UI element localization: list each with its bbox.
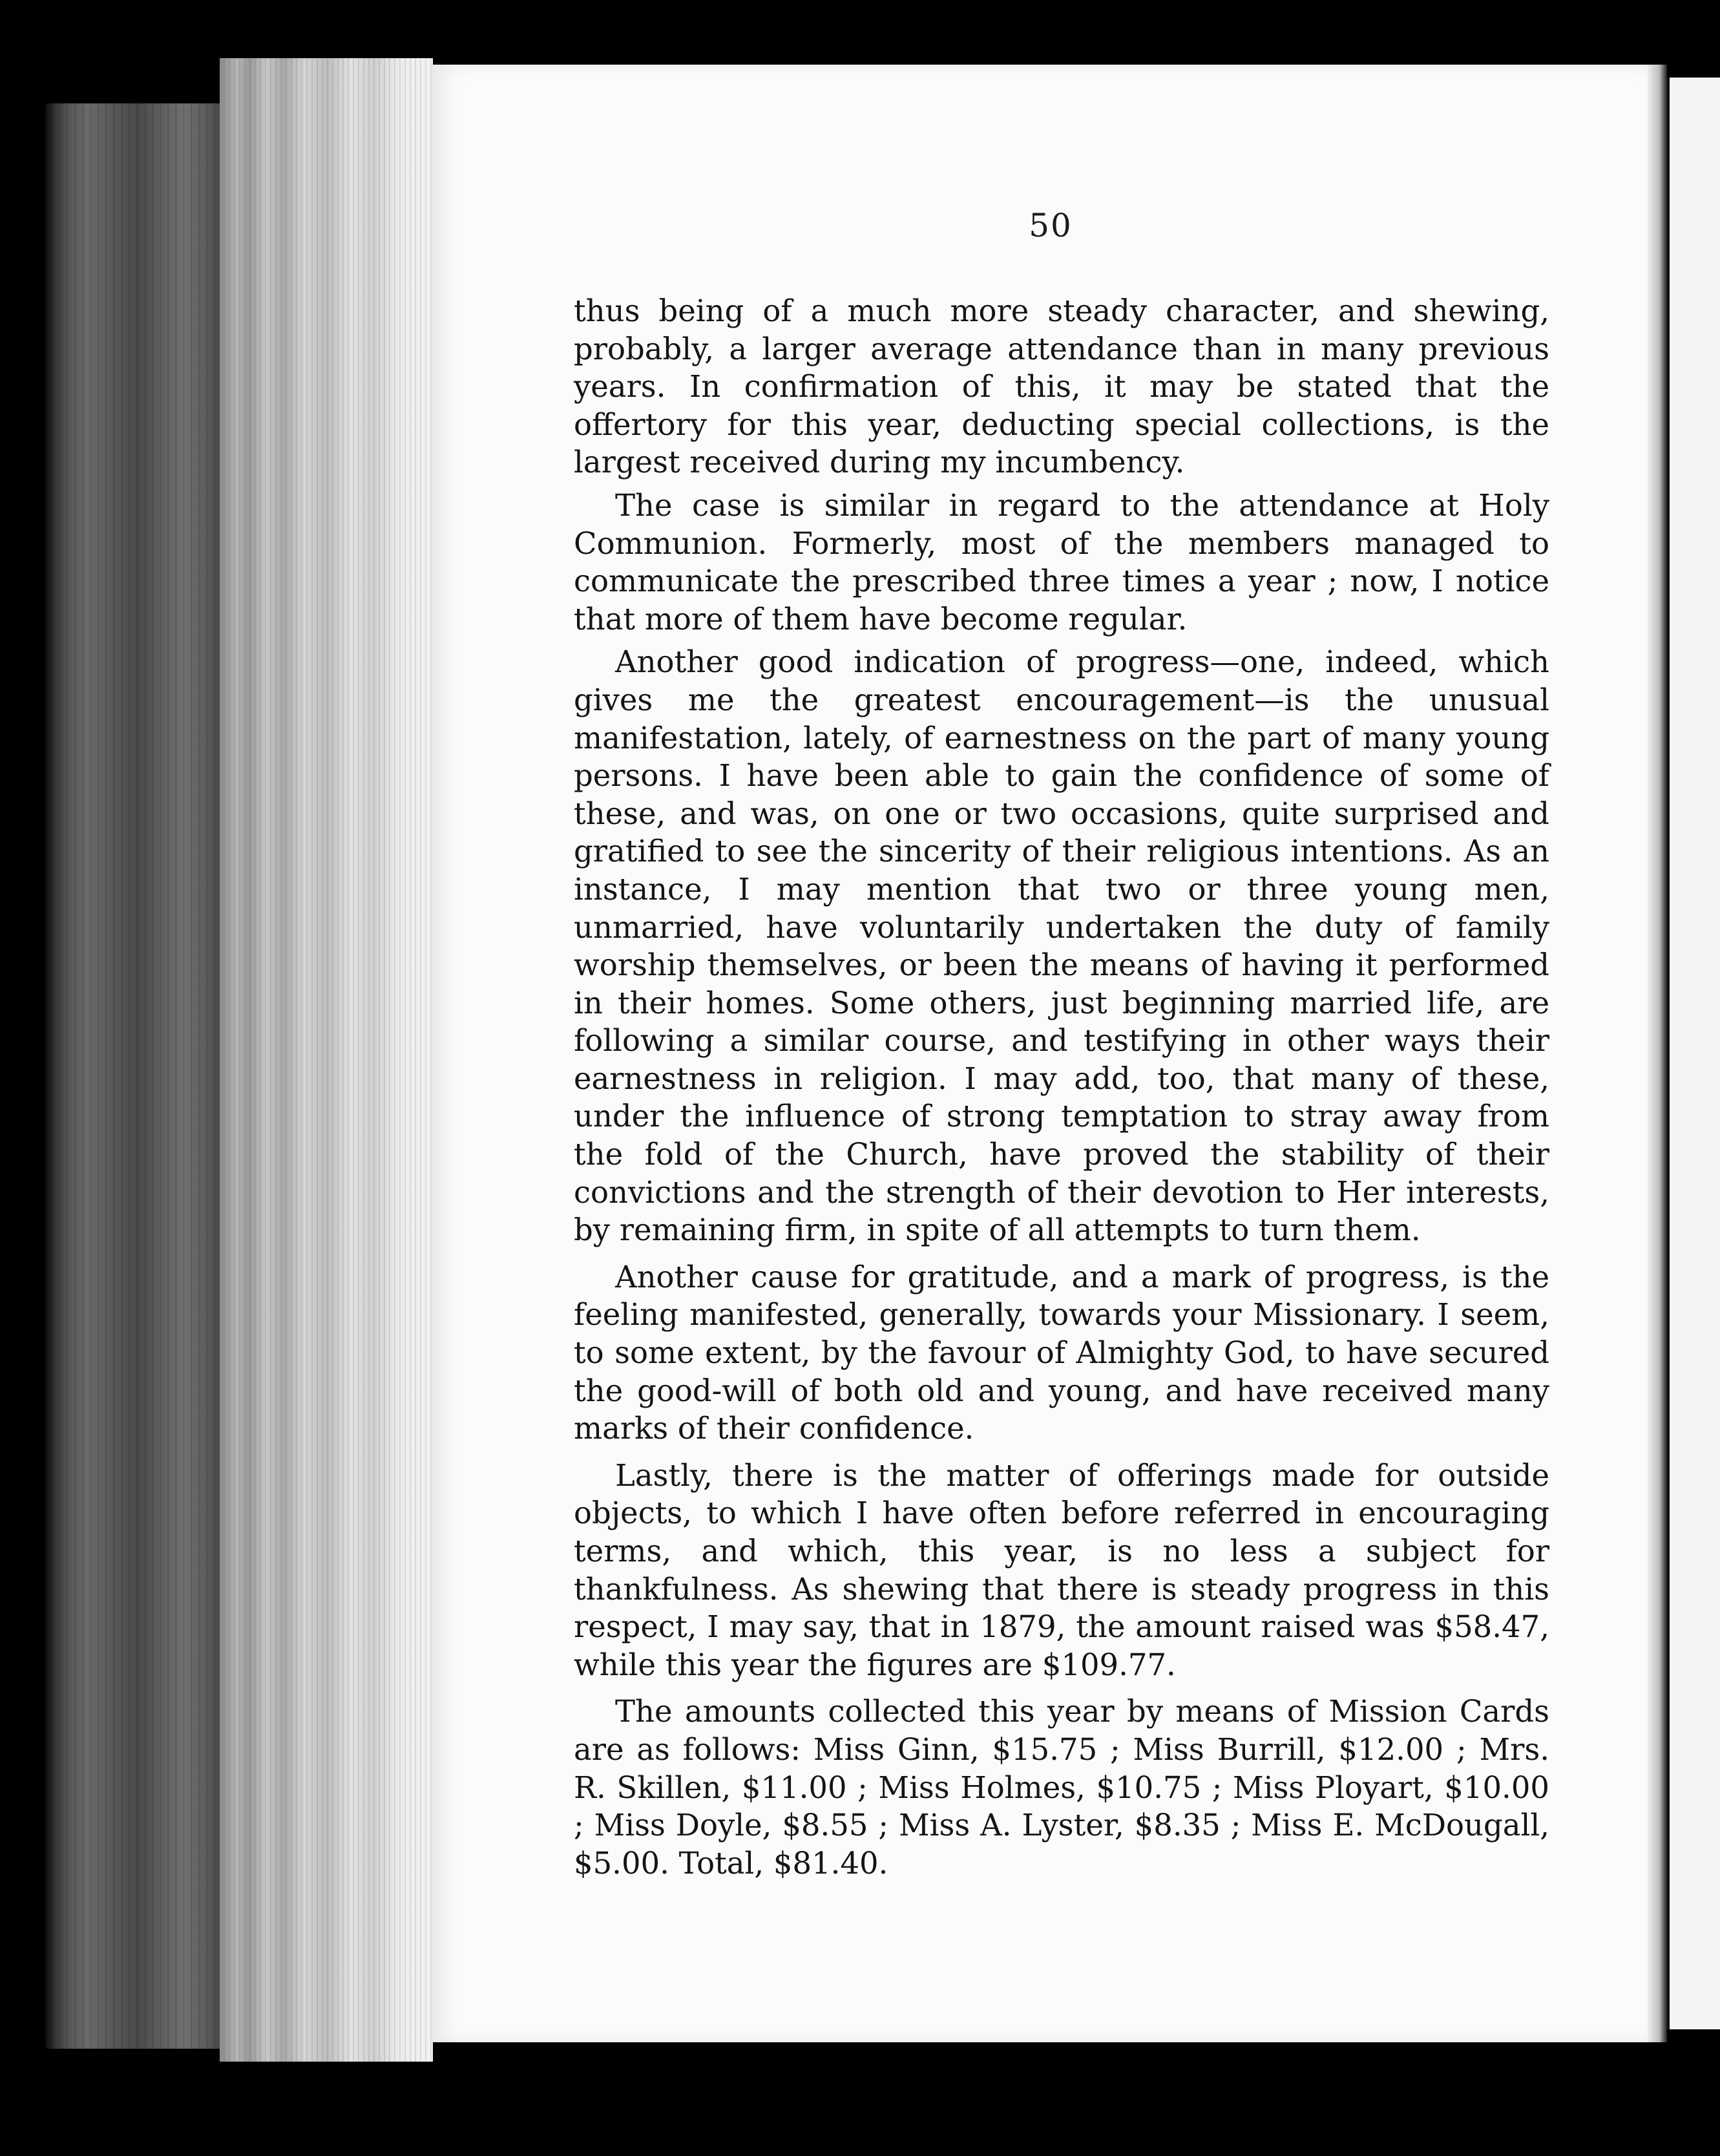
paragraph: thus being of a much more steady character, and shewing, probably, a larger average attendance than in many previous years. In confirmation of this, it may be stated that the offertory for this year, deducting special collections, is the largest received during my incumbency. bbox=[574, 293, 1549, 480]
body-text bbox=[574, 292, 1549, 1887]
facing-page-strip bbox=[1667, 78, 1720, 2029]
paragraph: The amounts collected this year by means of Mission Cards are as follows: Miss Ginn, $15.75 ; Miss Burrill, $12.00 ; Mrs. R. Skillen, $11.00 ; Miss Holmes, $10.75 ; Miss Ployart, $10.00 ; Miss Doyle, $8.55 ; Miss A. Lyster, $8.35 ; Miss E. McDougall, $5.00. Total, $81.40. bbox=[574, 1694, 1549, 1881]
paragraph: Another cause for gratitude, and a mark of progress, is the feeling manifested, generally, towards your Missionary. I seem, to some extent, by the favour of Almighty God, to have secured the good-will of both old and young, and have received many marks of their confidence. bbox=[574, 1259, 1549, 1446]
page-number: 50 bbox=[1029, 207, 1073, 244]
paragraph: Lastly, there is the matter of offerings made for outside objects, to which I have often before referred in encouraging terms, and which, this year, is no less a subject for thankfulness. As shewing that there is steady progress in this respect, I may say, that in 1879, the amount raised was $58.47, while this year the figures are $109.77. bbox=[574, 1457, 1549, 1682]
paragraph: The case is similar in regard to the attendance at Holy Communion. Formerly, most of the members managed to communicate the prescribed three times a year ; now, I notice that more of them have become regular. bbox=[574, 487, 1549, 637]
book-spine bbox=[45, 103, 239, 2049]
page-edges bbox=[220, 58, 433, 2062]
paragraph: Another good indication of progress—one, indeed, which gives me the greatest encouragement—is the unusual manifestation, lately, of earnestness on the part of many young persons. I have been able to gain the confidence of some of these, and was, on one or two occasions, quite surprised and gratified to see the sincerity of their religious intentions. As an instance, I may mention that two or three young men, unmarried, have voluntarily undertaken the duty of family worship themselves, or been the means of having it performed in their homes. Some others, just beginning married life, are following a similar course, and testifying in other ways their earnestness in religion. I may add, too, that many of these, under the influence of strong temptation to stray away from the fold of the Church, have proved the stability of their convictions and the strength of their devotion to Her interests, by remaining firm, in spite of all attempts to turn them. bbox=[574, 644, 1549, 1248]
page-right-edge bbox=[1648, 65, 1667, 2042]
